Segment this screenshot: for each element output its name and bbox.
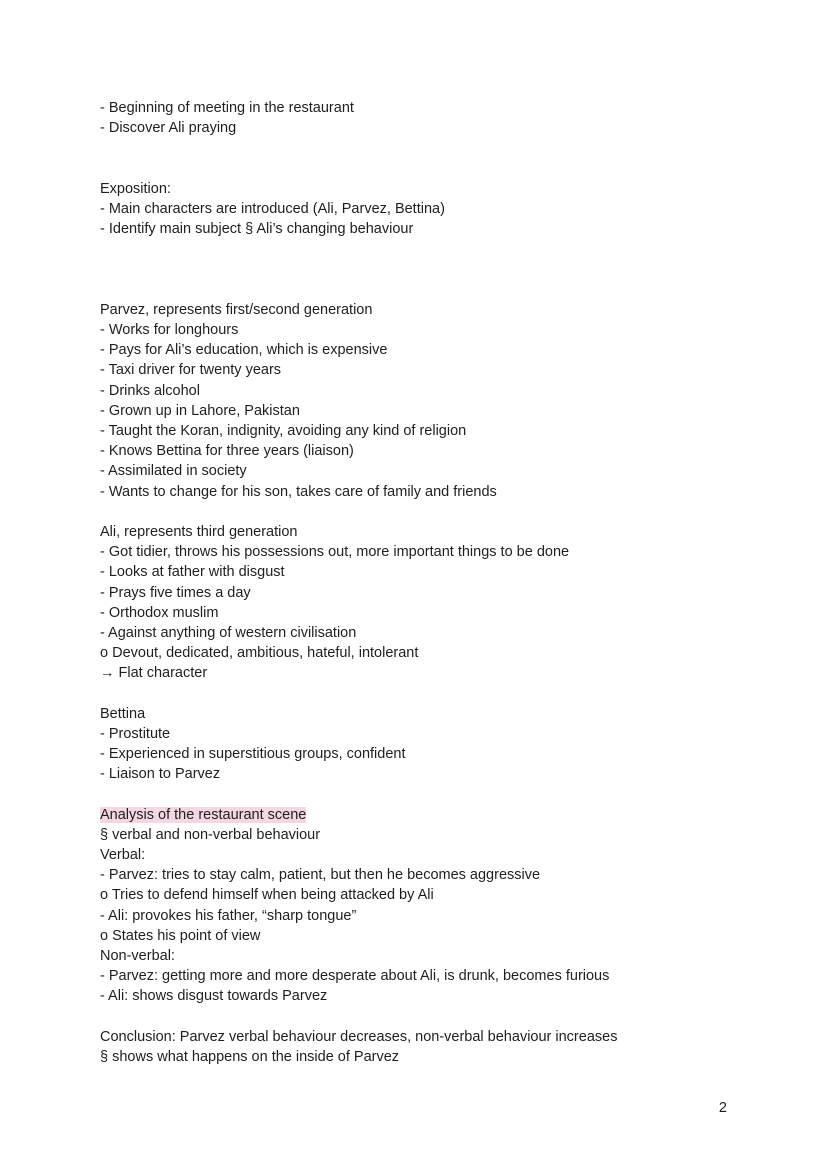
list-item: - Parvez: tries to stay calm, patient, but then he becomes aggressive (100, 867, 541, 884)
list-item: - Knows Bettina for three years (liaison) (100, 443, 354, 460)
list-item: - Beginning of meeting in the restaurant (100, 100, 354, 116)
document-page (100, 98, 760, 1067)
list-item: → Flat character (100, 665, 208, 682)
list-item: o Tries to defend himself when being attacked by Ali (100, 887, 434, 904)
list-item: o States his point of view (100, 927, 261, 944)
list-item: - Prostitute (100, 725, 171, 742)
list-item: - Works for longhours (100, 322, 239, 339)
section-heading-parvez: Parvez, represents first/second generation (100, 301, 373, 318)
section-heading-analysis: Analysis of the restaurant scene (100, 806, 307, 823)
conclusion-text: Conclusion: Parvez verbal behaviour decreases, non-verbal behaviour increases (100, 1028, 618, 1045)
list-item: - Wants to change for his son, takes care of family and friends (100, 483, 497, 500)
section-heading-bettina: Bettina (100, 705, 146, 722)
list-item: - Ali: provokes his father, “sharp tongue” (100, 907, 357, 924)
list-item: - Orthodox muslim (100, 604, 219, 621)
list-item: - Prays five times a day (100, 584, 251, 601)
list-item: - Main characters are introduced (Ali, Parvez, Bettina) (100, 200, 445, 217)
intro-section (100, 98, 760, 138)
exposition-section (100, 179, 760, 240)
bettina-section (100, 704, 760, 785)
list-item: - Identify main subject § Ali’s changing behaviour (100, 221, 414, 238)
conclusion-section (100, 1027, 760, 1067)
page-number: 2 (718, 1100, 727, 1116)
list-item: - Looks at father with disgust (100, 564, 285, 581)
list-item: - Pays for Ali’s education, which is expensive (100, 342, 388, 359)
list-item: - Discover Ali praying (100, 120, 237, 137)
list-item: - Got tidier, throws his possessions out, more important things to be done (100, 544, 570, 561)
list-item: - Taught the Koran, indignity, avoiding any kind of religion (100, 423, 467, 440)
parvez-section (100, 300, 760, 502)
list-item: Verbal: (100, 846, 146, 863)
list-item: - Liaison to Parvez (100, 766, 221, 783)
list-item: - Taxi driver for twenty years (100, 362, 282, 379)
list-item: - Assimilated in society (100, 463, 247, 480)
list-item: § shows what happens on the inside of Parvez (100, 1048, 400, 1065)
list-item: - Ali: shows disgust towards Parvez (100, 988, 328, 1005)
section-heading-ali: Ali, represents third generation (100, 523, 298, 540)
list-item: - Against anything of western civilisation (100, 624, 357, 641)
list-item: - Experienced in superstitious groups, confident (100, 746, 406, 763)
list-item: Non-verbal: (100, 947, 175, 964)
analysis-section (100, 805, 760, 1007)
list-item: § verbal and non-verbal behaviour (100, 826, 321, 843)
list-item: o Devout, dedicated, ambitious, hateful, intolerant (100, 645, 419, 662)
list-item: - Parvez: getting more and more desperate about Ali, is drunk, becomes furious (100, 968, 610, 985)
list-item: - Grown up in Lahore, Pakistan (100, 402, 300, 419)
list-item: - Drinks alcohol (100, 382, 200, 399)
ali-section (100, 522, 760, 684)
section-heading-exposition: Exposition: (100, 180, 171, 197)
